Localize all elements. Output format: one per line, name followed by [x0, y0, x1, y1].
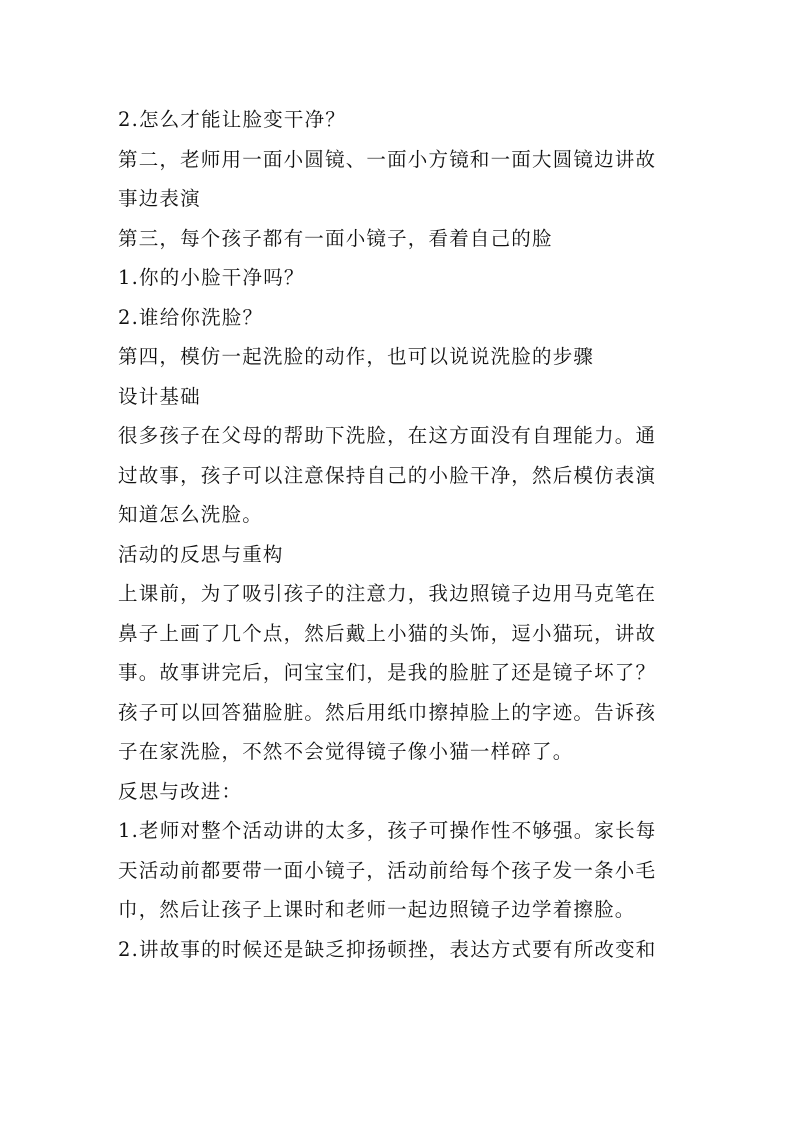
paragraph-design-basis-line-3: 知道怎么洗脸。: [118, 503, 263, 526]
paragraph-step-2-line-1: 第二，老师用一面小圆镜、一面小方镜和一面大圆镜边讲故: [118, 147, 657, 171]
document-body: [118, 100, 694, 969]
paragraph-design-basis-line-1: 很多孩子在父母的帮助下洗脸，在这方面没有自理能力。通: [118, 424, 657, 447]
list-item-question-1: 1.你的小脸干净吗？: [118, 266, 305, 289]
list-item-improvement-1-line-1: 1.老师对整个活动讲的太多，孩子可操作性不够强。家长每: [118, 819, 657, 842]
paragraph-step-2-line-2: 事边表演: [118, 187, 201, 210]
list-item-improvement-1-line-2: 天活动前都要带一面小镜子，活动前给每个孩子发一条小毛: [118, 858, 657, 882]
paragraph-step-4: 第四，模仿一起洗脸的动作，也可以说说洗脸的步骤: [118, 345, 595, 368]
section-heading-improvement: 反思与改进：: [118, 779, 243, 803]
paragraph-design-basis-line-2: 过故事，孩子可以注意保持自己的小脸干净，然后模仿表演: [118, 463, 657, 487]
section-heading-design-basis: 设计基础: [118, 384, 201, 408]
section-heading-reflection: 活动的反思与重构: [118, 542, 284, 566]
paragraph-reflection-line-3: 事。故事讲完后，问宝宝们，是我的脸脏了还是镜子坏了？: [118, 661, 657, 684]
paragraph-reflection-line-2: 鼻子上画了几个点，然后戴上小猫的头饰，逗小猫玩，讲故: [118, 621, 657, 645]
paragraph-reflection-line-1: 上课前，为了吸引孩子的注意力，我边照镜子边用马克笔在: [118, 582, 657, 605]
list-item-question-2: 2.谁给你洗脸？: [118, 305, 264, 329]
paragraph-step-3: 第三，每个孩子都有一面小镜子，看着自己的脸: [118, 226, 553, 250]
list-item-improvement-2-line-1: 2.讲故事的时候还是缺乏抑扬顿挫，表达方式要有所改变和: [118, 937, 657, 961]
list-item-question-2-clean-face: 2.怎么才能让脸变干净？: [118, 108, 347, 131]
paragraph-reflection-line-5: 子在家洗脸，不然不会觉得镜子像小猫一样碎了。: [118, 740, 574, 763]
paragraph-reflection-line-4: 孩子可以回答猫脸脏。然后用纸巾擦掉脸上的字迹。告诉孩: [118, 700, 657, 724]
list-item-improvement-1-line-3: 巾，然后让孩子上课时和老师一起边照镜子边学着擦脸。: [118, 898, 636, 921]
